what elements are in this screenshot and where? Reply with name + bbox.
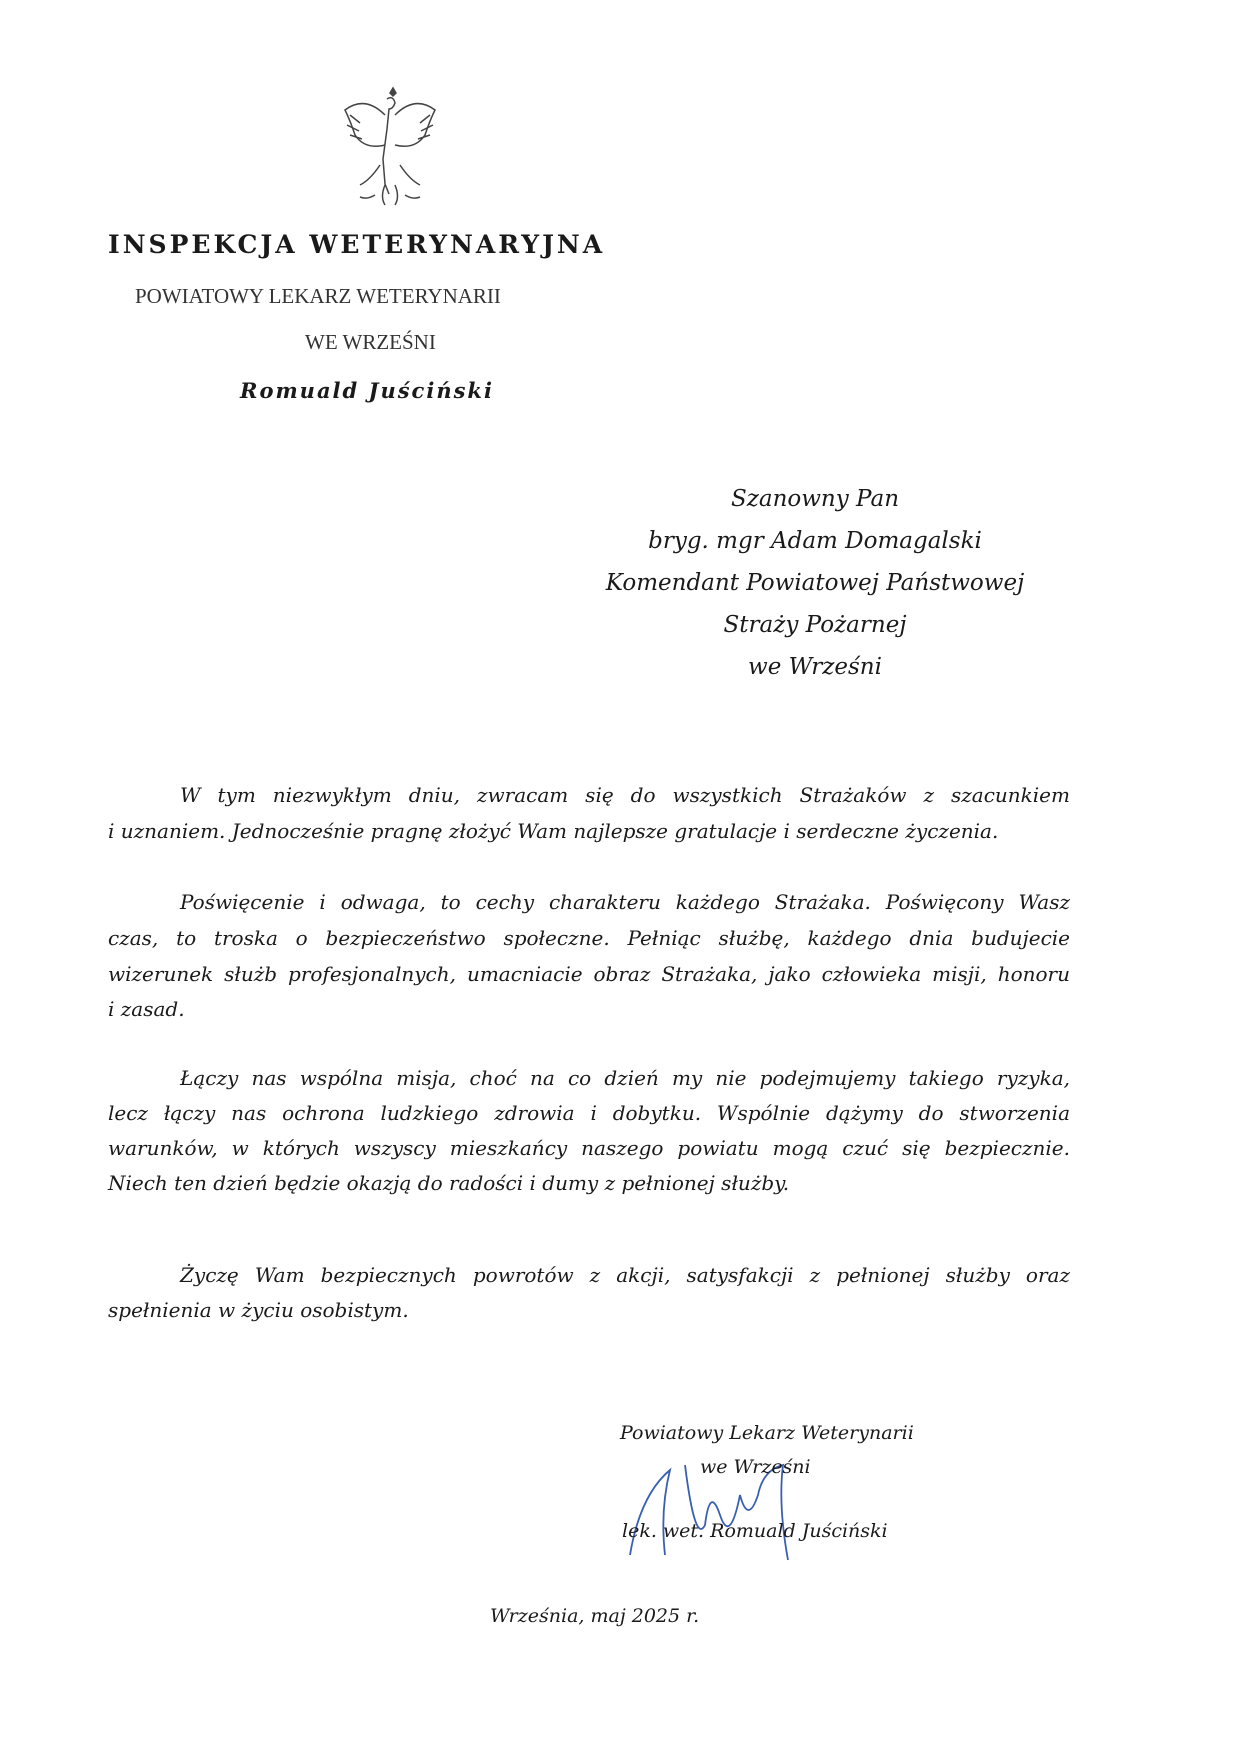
office-town: WE WRZEŚNI: [305, 330, 436, 354]
addressee-line: Szanowny Pan: [730, 486, 900, 512]
official-name: Romuald Juściński: [240, 378, 494, 403]
body-line: i zasad.: [108, 997, 185, 1021]
addressee-line: bryg. mgr Adam Domagalski: [648, 528, 982, 554]
body-line: Życzę Wam bezpiecznych powrotów z akcji, satysfakcji z pełnionej służby oraz: [180, 1263, 1070, 1287]
addressee-line: we Wrześni: [748, 654, 882, 680]
addressee-block: [560, 478, 1070, 688]
addressee-line: Komendant Powiatowej Państwowej: [605, 570, 1025, 596]
signature-town: we Wrześni: [700, 1456, 811, 1478]
body-line: i uznaniem. Jednocześnie pragnę złożyć Wam najlepsze gratulacje i serdeczne życzenia.: [108, 819, 999, 843]
office-title: POWIATOWY LEKARZ WETERYNARII: [135, 284, 501, 308]
body-line: Niech ten dzień będzie okazją do radości i dumy z pełnionej służby.: [108, 1171, 790, 1195]
institution-name: INSPEKCJA WETERYNARYJNA: [108, 230, 606, 259]
letter-date: Września, maj 2025 r.: [490, 1605, 700, 1627]
body-line: lecz łączy nas ochrona ludzkiego zdrowia i dobytku. Wspólnie dążymy do stworzenia: [108, 1101, 1070, 1125]
body-line: spełnienia w życiu osobistym.: [108, 1298, 409, 1322]
polish-eagle-emblem: [335, 85, 445, 210]
body-line: Łączy nas wspólna misja, choć na co dzień my nie podejmujemy takiego ryzyka,: [180, 1066, 1070, 1090]
body-line: warunków, w których wszyscy mieszkańcy naszego powiatu mogą czuć się bezpiecznie.: [108, 1136, 1070, 1160]
body-line: W tym niezwykłym dniu, zwracam się do wszystkich Strażaków z szacunkiem: [180, 783, 1070, 807]
addressee-line: Straży Pożarnej: [723, 612, 907, 638]
signature-title: Powiatowy Lekarz Weterynarii: [620, 1422, 914, 1444]
body-line: wizerunek służb profesjonalnych, umacniacie obraz Strażaka, jako człowieka misji, honoru: [108, 962, 1070, 986]
body-line: Poświęcenie i odwaga, to cechy charakteru każdego Strażaka. Poświęcony Wasz: [180, 890, 1070, 914]
signature-name: lek. wet. Romuald Juściński: [622, 1520, 888, 1542]
body-line: czas, to troska o bezpieczeństwo społeczne. Pełniąc służbę, każdego dnia budujecie: [108, 926, 1070, 950]
